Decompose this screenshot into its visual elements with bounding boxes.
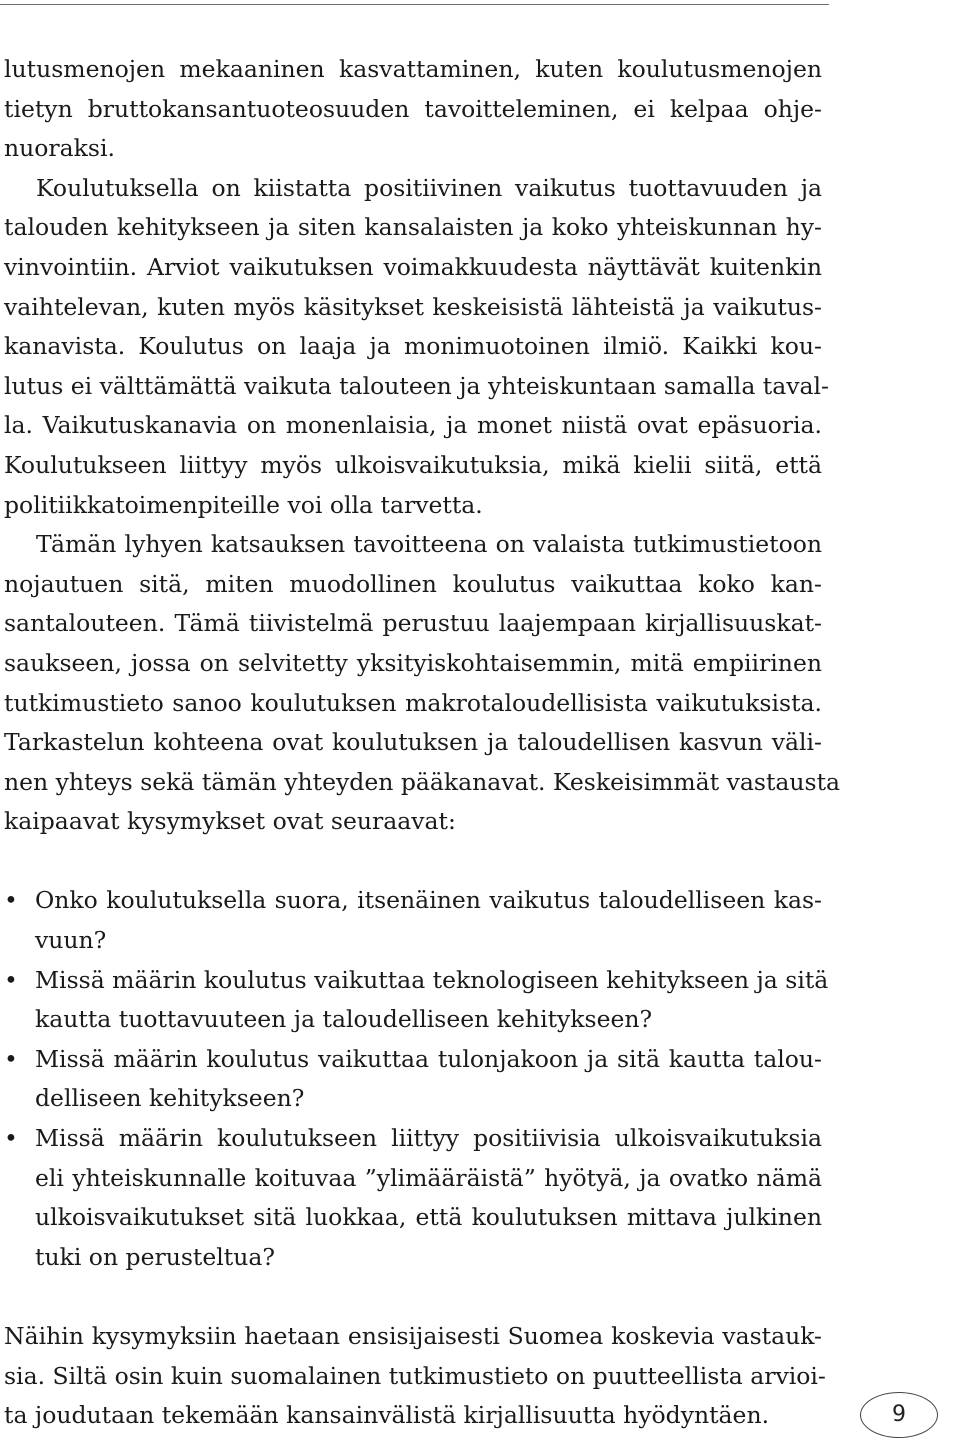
paragraph-closing: [4, 1317, 826, 1436]
text-line: kautta tuottavuuteen ja taloudelliseen kehitykseen?: [35, 1005, 653, 1034]
text-line: eli yhteiskunnalle koituvaa ”ylimääräistä” hyötyä, ja ovatko nämä: [35, 1163, 822, 1192]
text-line: kanavista. Koulutus on laaja ja monimuotoinen ilmiö. Kaikki kou-: [4, 332, 822, 361]
text-line: Missä määrin koulutus vaikuttaa tulonjakoon ja sitä kautta talou-: [35, 1044, 822, 1073]
text-line: santalouteen. Tämä tiivistelmä perustuu laajempaan kirjallisuuskat-: [4, 609, 822, 638]
text-line: Koulutuksella on kiistatta positiivinen vaikutus tuottavuuden ja: [36, 173, 822, 202]
text-line: tuki on perusteltua?: [35, 1242, 275, 1271]
text-line: tutkimustieto sanoo koulutuksen makrotaloudellisista vaikutuksista.: [4, 688, 822, 717]
text-line: tietyn bruttokansantuoteosuuden tavoitteleminen, ei kelpaa ohje-: [4, 94, 822, 123]
text-line: Tämän lyhyen katsauksen tavoitteena on valaista tutkimustietoon: [36, 530, 822, 559]
question-item: [4, 1119, 822, 1277]
text-line: vinvointiin. Arviot vaikutuksen voimakkuudesta näyttävät kuitenkin: [4, 252, 822, 281]
text-line: vuun?: [35, 926, 107, 955]
text-line: kaipaavat kysymykset ovat seuraavat:: [4, 807, 456, 836]
question-item: [4, 1040, 822, 1119]
paragraph-education-effects: [4, 169, 829, 525]
text-line: ulkoisvaikutukset sitä luokkaa, että koulutuksen mittava julkinen: [35, 1203, 822, 1232]
text-line: delliseen kehitykseen?: [35, 1084, 305, 1113]
text-line: talouden kehitykseen ja siten kansalaisten ja koko yhteiskunnan hy-: [4, 213, 822, 242]
question-item: [4, 881, 822, 960]
text-line: la. Vaikutuskanavia on monenlaisia, ja monet niistä ovat epäsuoria.: [4, 411, 822, 440]
text-line: saukseen, jossa on selvitetty yksityiskohtaisemmin, mitä empiirinen: [4, 648, 822, 677]
paragraph-review-aim: [4, 525, 841, 842]
text-line: lutusmenojen mekaaninen kasvattaminen, kuten koulutusmenojen: [4, 55, 822, 83]
text-line: nen yhteys sekä tämän yhteyden pääkanavat. Keskeisimmät vastausta: [4, 767, 841, 796]
text-line: Missä määrin koulutukseen liittyy positiivisia ulkoisvaikutuksia: [35, 1124, 822, 1153]
question-list: [4, 881, 829, 1277]
text-line: ta joudutaan tekemään kansainvälistä kirjallisuutta hyödyntäen.: [4, 1401, 770, 1430]
text-line: Näihin kysymyksiin haetaan ensisijaisesti Suomea koskevia vastauk-: [4, 1322, 822, 1350]
page-body: [4, 50, 841, 1436]
text-line: lutus ei välttämättä vaikuta talouteen ja yhteiskuntaan samalla taval-: [4, 371, 829, 400]
bullet-icon: •: [4, 886, 18, 915]
header-rule: [0, 4, 829, 5]
text-line: vaihtelevan, kuten myös käsitykset keskeisistä lähteistä ja vaikutus-: [4, 292, 822, 321]
page-number: 9: [860, 1392, 938, 1438]
text-line: nuoraksi.: [4, 134, 115, 163]
paragraph-continuation: [4, 50, 822, 169]
text-line: Onko koulutuksella suora, itsenäinen vaikutus taloudelliseen kas-: [35, 886, 822, 915]
text-line: Koulutukseen liittyy myös ulkoisvaikutuksia, mikä kielii siitä, että: [4, 450, 822, 479]
text-line: Tarkastelun kohteena ovat koulutuksen ja taloudellisen kasvun väli-: [4, 728, 822, 757]
text-line: politiikkatoimenpiteille voi olla tarvetta.: [4, 490, 483, 519]
bullet-icon: •: [4, 965, 18, 994]
text-line: nojautuen sitä, miten muodollinen koulutus vaikuttaa koko kan-: [4, 569, 822, 598]
text-line: Missä määrin koulutus vaikuttaa teknologiseen kehitykseen ja sitä: [35, 965, 829, 994]
question-item: [4, 961, 829, 1040]
bullet-icon: •: [4, 1124, 18, 1153]
bullet-icon: •: [4, 1044, 18, 1073]
text-line: sia. Siltä osin kuin suomalainen tutkimustieto on puutteellista arvioi-: [4, 1361, 826, 1390]
